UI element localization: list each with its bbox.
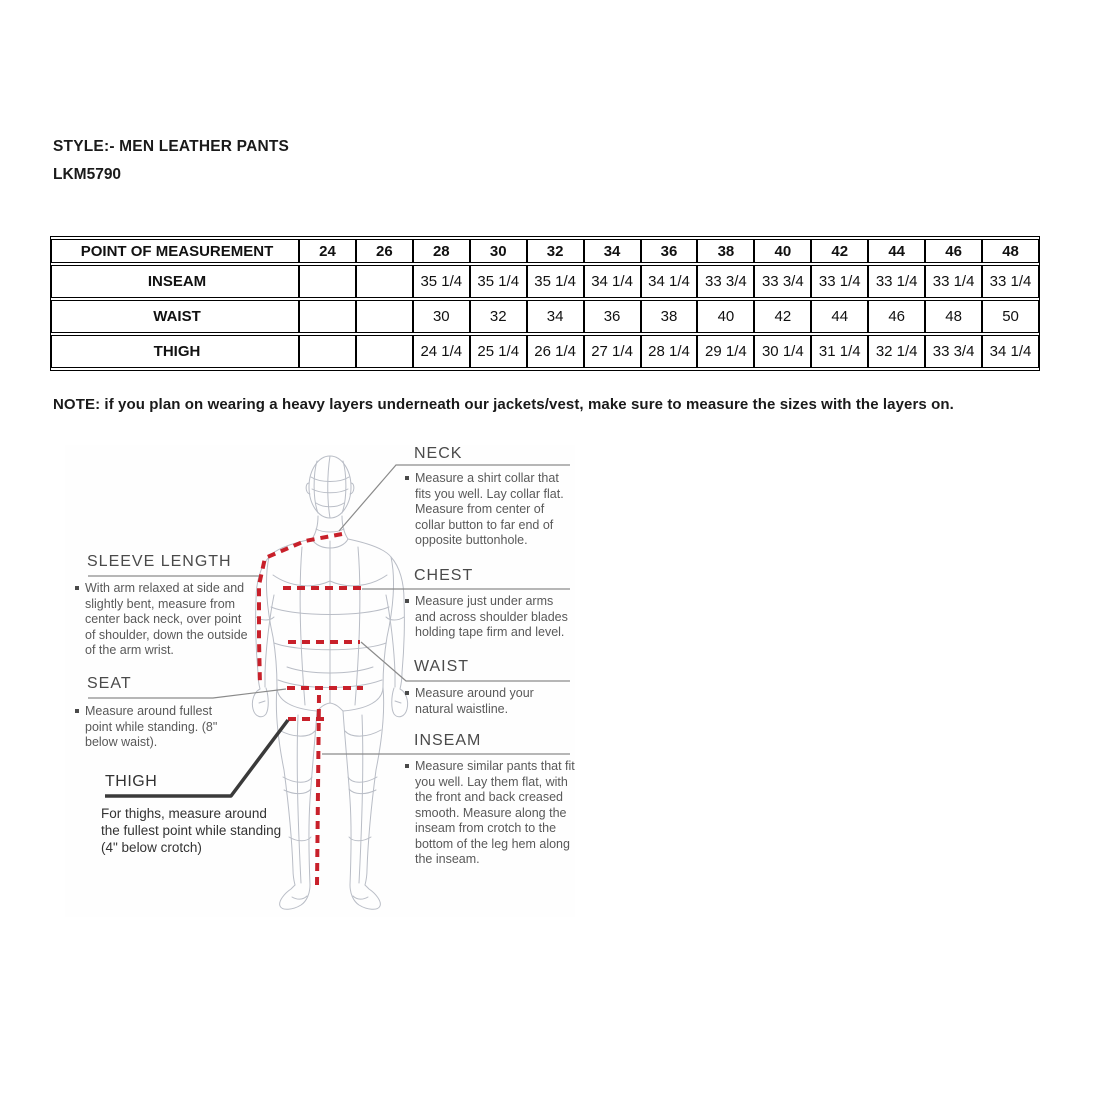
table-cell: 26 1/4 xyxy=(527,335,584,368)
guide-desc-inseam xyxy=(405,759,577,868)
table-cell: 38 xyxy=(641,300,698,333)
bullet-square-icon xyxy=(75,586,79,590)
measure-description: With arm relaxed at side and slightly bent, measure from center back neck, over point of shoulder, down the outside of the arm wrist. xyxy=(85,581,248,657)
table-cell xyxy=(356,335,413,368)
column-header: 44 xyxy=(868,239,925,263)
table-cell: 33 3/4 xyxy=(925,335,982,368)
measurement-guide xyxy=(65,445,575,917)
guide-desc-sleeve-length xyxy=(75,581,250,659)
guide-title-seat: SEAT xyxy=(87,675,132,692)
table-row xyxy=(51,265,1039,298)
table-cell: 30 xyxy=(413,300,470,333)
guide-desc-thigh xyxy=(101,805,286,856)
measure-description: Measure similar pants that fit you well. Lay them flat, with the front and back creased smooth. Measure along the inseam from crotch to the bottom of the leg hem along the inseam. xyxy=(415,759,575,866)
table-cell xyxy=(299,300,356,333)
column-header: 40 xyxy=(754,239,811,263)
measure-description: Measure around your natural waistline. xyxy=(415,686,534,716)
guide-desc-neck xyxy=(405,471,577,549)
bullet-square-icon xyxy=(405,599,409,603)
table-cell: 42 xyxy=(754,300,811,333)
table-cell: 34 1/4 xyxy=(584,265,641,298)
column-header: 32 xyxy=(527,239,584,263)
column-header: 36 xyxy=(641,239,698,263)
style-code: LKM5790 xyxy=(53,166,122,183)
table-cell: 33 1/4 xyxy=(982,265,1039,298)
table-cell: 35 1/4 xyxy=(527,265,584,298)
inseam-measure-line xyxy=(317,695,319,885)
guide-title-inseam: INSEAM xyxy=(414,732,482,749)
table-cell: 33 1/4 xyxy=(868,265,925,298)
bullet-square-icon xyxy=(405,476,409,480)
guide-title-chest: CHEST xyxy=(414,567,474,584)
table-cell: 48 xyxy=(925,300,982,333)
bullet-square-icon xyxy=(75,709,79,713)
table-cell: 36 xyxy=(584,300,641,333)
table-row xyxy=(51,335,1039,368)
guide-desc-waist xyxy=(405,686,565,717)
measure-description: Measure just under arms and across shoulder blades holding tape firm and level. xyxy=(415,594,568,639)
column-header: 24 xyxy=(299,239,356,263)
table-cell: 25 1/4 xyxy=(470,335,527,368)
column-header: POINT OF MEASUREMENT xyxy=(51,239,299,263)
column-header: 38 xyxy=(697,239,754,263)
guide-title-neck: NECK xyxy=(414,445,463,462)
table-cell: 35 1/4 xyxy=(470,265,527,298)
column-header: 26 xyxy=(356,239,413,263)
column-header: 42 xyxy=(811,239,868,263)
table-cell: 34 1/4 xyxy=(641,265,698,298)
table-cell: 32 xyxy=(470,300,527,333)
guide-desc-chest xyxy=(405,594,577,641)
table-cell: 33 1/4 xyxy=(925,265,982,298)
guide-title-waist: WAIST xyxy=(414,658,470,675)
table-cell: 33 3/4 xyxy=(754,265,811,298)
table-cell: 29 1/4 xyxy=(697,335,754,368)
measure-description: Measure a shirt collar that fits you well. Lay collar flat. Measure from center of collar button to far end of opposite buttonhole. xyxy=(415,471,564,547)
row-label: INSEAM xyxy=(51,265,299,298)
table-cell: 34 xyxy=(527,300,584,333)
bullet-square-icon xyxy=(405,764,409,768)
table-cell: 40 xyxy=(697,300,754,333)
column-header: 46 xyxy=(925,239,982,263)
table-cell xyxy=(356,265,413,298)
size-table xyxy=(50,236,1040,371)
note-text: NOTE: if you plan on wearing a heavy layers underneath our jackets/vest, make sure to measure the sizes with the layers on. xyxy=(53,396,954,413)
guide-title-thigh: THIGH xyxy=(105,773,158,790)
column-header: 34 xyxy=(584,239,641,263)
guide-title-sleeve-length: SLEEVE LENGTH xyxy=(87,553,232,570)
table-cell xyxy=(299,335,356,368)
table-cell: 33 3/4 xyxy=(697,265,754,298)
bullet-square-icon xyxy=(405,691,409,695)
measure-description: Measure around fullest point while standing. (8" below waist). xyxy=(85,704,218,749)
table-cell: 31 1/4 xyxy=(811,335,868,368)
column-header: 48 xyxy=(982,239,1039,263)
guide-desc-seat xyxy=(75,704,235,751)
table-cell: 50 xyxy=(982,300,1039,333)
table-cell: 32 1/4 xyxy=(868,335,925,368)
table-cell xyxy=(299,265,356,298)
column-header: 30 xyxy=(470,239,527,263)
table-cell: 24 1/4 xyxy=(413,335,470,368)
table-cell: 28 1/4 xyxy=(641,335,698,368)
table-row xyxy=(51,300,1039,333)
style-title: STYLE:- MEN LEATHER PANTS xyxy=(53,138,290,155)
table-cell: 30 1/4 xyxy=(754,335,811,368)
measure-description: For thighs, measure around the fullest point while standing (4" below crotch) xyxy=(101,806,282,855)
table-header-row xyxy=(51,239,1039,263)
column-header: 28 xyxy=(413,239,470,263)
table-cell: 35 1/4 xyxy=(413,265,470,298)
table-cell: 44 xyxy=(811,300,868,333)
table-cell: 27 1/4 xyxy=(584,335,641,368)
table-cell: 33 1/4 xyxy=(811,265,868,298)
table-cell: 34 1/4 xyxy=(982,335,1039,368)
row-label: WAIST xyxy=(51,300,299,333)
row-label: THIGH xyxy=(51,335,299,368)
table-cell xyxy=(356,300,413,333)
table-cell: 46 xyxy=(868,300,925,333)
doc-header xyxy=(53,138,289,184)
